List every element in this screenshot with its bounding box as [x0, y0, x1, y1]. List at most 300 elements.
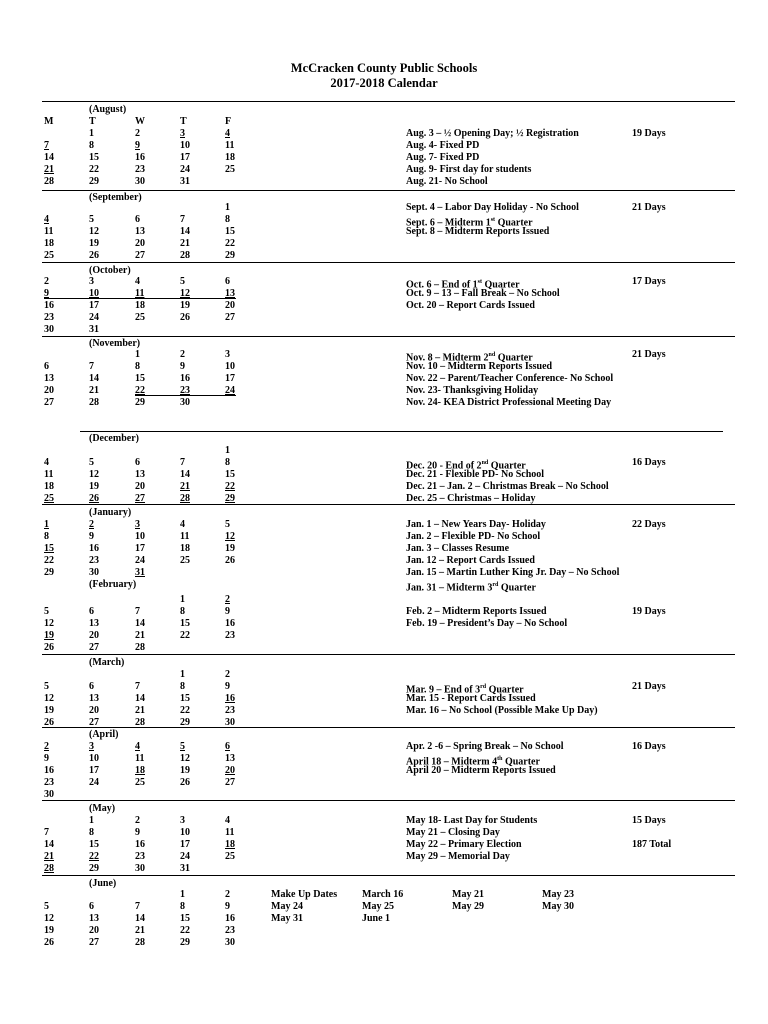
calendar-note: May 22 – Primary Election [406, 839, 522, 850]
month-day-count: 21 Days [632, 681, 666, 692]
calendar-day: 20 [89, 925, 99, 936]
calendar-note: Oct. 6 – End of 1st Quarter [406, 279, 520, 291]
calendar-day: 8 [180, 901, 185, 912]
calendar-day: 11 [180, 531, 190, 542]
calendar-note: Oct. 20 – Report Cards Issued [406, 300, 535, 311]
calendar-note: Sept. 4 – Labor Day Holiday - No School [406, 202, 579, 213]
makeup-date: March 16 [362, 889, 404, 900]
calendar-day: 30 [44, 789, 54, 800]
calendar-day: 6 [89, 681, 94, 692]
calendar-note: April 20 – Midterm Reports Issued [406, 765, 556, 776]
calendar-day: 21 [180, 481, 190, 492]
month-label: (April) [89, 729, 119, 740]
weekday-header: W [135, 116, 145, 127]
calendar-day: 23 [225, 630, 235, 641]
calendar-day: 11 [135, 753, 145, 764]
calendar-day: 9 [225, 606, 230, 617]
calendar-day: 8 [89, 827, 94, 838]
calendar-day: 5 [225, 519, 230, 530]
calendar-day: 19 [180, 300, 190, 311]
calendar-note: Nov. 23- Thanksgiving Holiday [406, 385, 539, 396]
calendar-title: McCracken County Public Schools [290, 61, 478, 75]
calendar-day: 11 [44, 226, 54, 237]
calendar-day: 18 [135, 765, 145, 776]
calendar-day: 22 [225, 238, 235, 249]
weekday-header: F [225, 116, 232, 127]
calendar-day: 21 [135, 705, 145, 716]
makeup-date: May 24 [271, 901, 303, 912]
month-day-count: 19 Days [632, 128, 666, 139]
calendar-day: 28 [135, 717, 145, 728]
calendar-day: 6 [225, 276, 230, 287]
calendar-day: 27 [44, 397, 54, 408]
month-label: (August) [89, 104, 127, 115]
month-day-count: 22 Days [632, 519, 666, 530]
month-label: (November) [89, 338, 141, 349]
calendar-day: 26 [180, 777, 190, 788]
section-divider [42, 101, 735, 102]
calendar-day: 20 [135, 238, 145, 249]
month-day-count: 21 Days [632, 202, 666, 213]
calendar-note: May 18- Last Day for Students [406, 815, 538, 826]
makeup-date: May 25 [362, 901, 394, 912]
calendar-note: Jan. 3 – Classes Resume [406, 543, 510, 554]
calendar-day: 19 [89, 238, 99, 249]
calendar-note: Feb. 2 – Midterm Reports Issued [406, 606, 547, 617]
calendar-day: 14 [180, 469, 190, 480]
calendar-day: 29 [135, 397, 145, 408]
calendar-day: 15 [44, 543, 54, 554]
calendar-note: Nov. 8 – Midterm 2nd Quarter [406, 352, 533, 364]
calendar-day: 17 [225, 373, 235, 384]
calendar-day: 30 [135, 176, 145, 187]
calendar-day: 27 [225, 312, 235, 323]
calendar-note: Apr. 2 -6 – Spring Break – No School [406, 741, 564, 752]
calendar-note: April 18 – Midterm 4th Quarter [406, 756, 540, 768]
calendar-day: 20 [135, 481, 145, 492]
calendar-day: 1 [225, 445, 230, 456]
calendar-day: 5 [180, 276, 185, 287]
calendar-day: 30 [225, 717, 235, 728]
calendar-day: 8 [89, 140, 94, 151]
calendar-day: 3 [180, 128, 185, 139]
calendar-day: 2 [89, 519, 94, 530]
calendar-day: 21 [135, 630, 145, 641]
calendar-note: Sept. 6 – Midterm 1st Quarter [406, 217, 533, 229]
calendar-day: 12 [180, 288, 190, 299]
calendar-note: Mar. 15 - Report Cards Issued [406, 693, 536, 704]
calendar-day: 24 [89, 777, 99, 788]
calendar-note: Oct. 9 – 13 – Fall Break – No School [406, 288, 560, 299]
calendar-day: 17 [89, 765, 99, 776]
calendar-day: 29 [89, 863, 99, 874]
month-day-count: 19 Days [632, 606, 666, 617]
calendar-day: 12 [89, 469, 99, 480]
calendar-day: 29 [180, 717, 190, 728]
calendar-note: Sept. 8 – Midterm Reports Issued [406, 226, 550, 237]
section-divider [42, 190, 735, 191]
calendar-day: 18 [44, 481, 54, 492]
calendar-day: 5 [89, 214, 94, 225]
makeup-date: May 31 [271, 913, 303, 924]
calendar-day: 12 [44, 618, 54, 629]
calendar-day: 2 [44, 741, 49, 752]
calendar-day: 11 [44, 469, 54, 480]
calendar-day: 22 [225, 481, 235, 492]
calendar-day: 18 [44, 238, 54, 249]
calendar-day: 18 [180, 543, 190, 554]
calendar-day: 7 [135, 901, 140, 912]
calendar-day: 13 [225, 753, 235, 764]
calendar-day: 7 [44, 827, 49, 838]
calendar-day: 22 [135, 385, 145, 396]
makeup-label: Make Up Dates [271, 889, 338, 900]
calendar-day: 22 [180, 630, 190, 641]
calendar-day: 17 [89, 300, 99, 311]
calendar-day: 2 [135, 128, 140, 139]
calendar-day: 15 [225, 226, 235, 237]
calendar-day: 27 [135, 250, 145, 261]
calendar-day: 18 [225, 839, 235, 850]
calendar-note: Mar. 16 – No School (Possible Make Up Day) [406, 705, 598, 716]
calendar-day: 1 [44, 519, 49, 530]
calendar-day: 31 [180, 176, 190, 187]
calendar-day: 25 [225, 851, 235, 862]
calendar-day: 18 [135, 300, 145, 311]
calendar-day: 14 [44, 152, 54, 163]
calendar-day: 16 [180, 373, 190, 384]
calendar-day: 7 [180, 457, 185, 468]
calendar-day: 5 [180, 741, 185, 752]
calendar-day: 15 [225, 469, 235, 480]
month-day-count: 15 Days [632, 815, 666, 826]
calendar-day: 30 [180, 397, 190, 408]
calendar-day: 13 [135, 226, 145, 237]
section-divider [80, 431, 723, 432]
calendar-day: 6 [89, 901, 94, 912]
calendar-day: 21 [135, 925, 145, 936]
calendar-day: 2 [225, 889, 230, 900]
calendar-note: Aug. 9- First day for students [406, 164, 532, 175]
calendar-day: 10 [89, 288, 99, 299]
calendar-day: 8 [180, 606, 185, 617]
calendar-note: Feb. 19 – President’s Day – No School [406, 618, 568, 629]
calendar-day: 23 [135, 164, 145, 175]
calendar-day: 27 [89, 717, 99, 728]
calendar-day: 30 [225, 937, 235, 948]
calendar-day: 26 [89, 250, 99, 261]
calendar-note: Nov. 24- KEA District Professional Meeting Day [406, 397, 612, 408]
calendar-day: 25 [225, 164, 235, 175]
calendar-day: 22 [89, 851, 99, 862]
calendar-day: 26 [89, 493, 99, 504]
calendar-note: Aug. 4- Fixed PD [406, 140, 480, 151]
calendar-day: 6 [89, 606, 94, 617]
calendar-note: Jan. 31 – Midterm 3rd Quarter [406, 582, 536, 594]
calendar-day: 20 [225, 300, 235, 311]
month-label: (March) [89, 657, 125, 668]
calendar-day: 19 [225, 543, 235, 554]
calendar-day: 19 [89, 481, 99, 492]
calendar-day: 9 [44, 753, 49, 764]
calendar-day: 7 [89, 361, 94, 372]
calendar-day: 24 [135, 555, 145, 566]
calendar-day: 5 [44, 901, 49, 912]
calendar-day: 29 [225, 493, 235, 504]
calendar-day: 3 [89, 741, 94, 752]
section-divider [42, 654, 735, 655]
calendar-day: 10 [180, 140, 190, 151]
calendar-note: Nov. 22 – Parent/Teacher Conference- No School [406, 373, 614, 384]
calendar-day: 25 [44, 493, 54, 504]
calendar-day: 19 [44, 705, 54, 716]
section-divider [42, 727, 735, 728]
calendar-note: Mar. 9 – End of 3rd Quarter [406, 684, 524, 696]
calendar-day: 16 [135, 152, 145, 163]
calendar-day: 29 [225, 250, 235, 261]
calendar-day: 1 [180, 889, 185, 900]
calendar-day: 2 [180, 349, 185, 360]
calendar-day: 12 [225, 531, 235, 542]
calendar-day: 24 [225, 385, 235, 396]
section-divider [42, 336, 735, 337]
calendar-day: 11 [135, 288, 145, 299]
section-divider [42, 504, 735, 505]
calendar-day: 6 [225, 741, 230, 752]
calendar-day: 21 [180, 238, 190, 249]
calendar-note: Aug. 7- Fixed PD [406, 152, 480, 163]
calendar-day: 14 [135, 913, 145, 924]
makeup-date: May 30 [542, 901, 574, 912]
calendar-day: 18 [225, 152, 235, 163]
calendar-day: 30 [44, 324, 54, 335]
calendar-day: 19 [44, 630, 54, 641]
calendar-day: 6 [135, 214, 140, 225]
calendar-day: 12 [44, 693, 54, 704]
makeup-date: June 1 [362, 913, 391, 924]
calendar-note: May 29 – Memorial Day [406, 851, 510, 862]
month-label: (February) [89, 579, 137, 590]
calendar-day: 16 [89, 543, 99, 554]
calendar-day: 28 [180, 250, 190, 261]
calendar-day: 4 [44, 214, 49, 225]
calendar-day: 10 [225, 361, 235, 372]
calendar-day: 19 [44, 925, 54, 936]
month-label: (October) [89, 265, 131, 276]
thanksgiving-break-line [135, 395, 236, 396]
calendar-day: 24 [180, 851, 190, 862]
calendar-day: 4 [180, 519, 185, 530]
calendar-day: 30 [89, 567, 99, 578]
weekday-header: T [180, 116, 187, 127]
calendar-day: 29 [44, 567, 54, 578]
calendar-day: 8 [225, 457, 230, 468]
calendar-day: 3 [89, 276, 94, 287]
calendar-day: 2 [225, 669, 230, 680]
weekday-header: M [44, 116, 54, 127]
calendar-day: 16 [135, 839, 145, 850]
month-label: (January) [89, 507, 132, 518]
calendar-day: 16 [225, 618, 235, 629]
calendar-day: 1 [180, 669, 185, 680]
calendar-day: 1 [180, 594, 185, 605]
calendar-day: 22 [180, 705, 190, 716]
section-divider [42, 262, 735, 263]
calendar-day: 13 [89, 618, 99, 629]
calendar-day: 20 [225, 765, 235, 776]
calendar-day: 7 [135, 606, 140, 617]
calendar-day: 9 [225, 901, 230, 912]
calendar-day: 9 [135, 827, 140, 838]
calendar-day: 28 [135, 642, 145, 653]
calendar-note: Dec. 20 - End of 2nd Quarter [406, 460, 526, 472]
calendar-day: 5 [44, 681, 49, 692]
calendar-day: 1 [89, 815, 94, 826]
calendar-day: 31 [135, 567, 145, 578]
calendar-day: 26 [180, 312, 190, 323]
calendar-day: 27 [89, 937, 99, 948]
calendar-day: 25 [135, 777, 145, 788]
calendar-day: 1 [89, 128, 94, 139]
calendar-day: 23 [180, 385, 190, 396]
calendar-day: 16 [225, 693, 235, 704]
calendar-day: 11 [225, 827, 235, 838]
calendar-day: 25 [135, 312, 145, 323]
calendar-day: 14 [135, 618, 145, 629]
makeup-date: May 21 [452, 889, 484, 900]
calendar-day: 20 [89, 705, 99, 716]
calendar-day: 22 [44, 555, 54, 566]
calendar-day: 23 [225, 705, 235, 716]
calendar-note: Dec. 25 – Christmas – Holiday [406, 493, 536, 504]
calendar-day: 26 [44, 717, 54, 728]
weekday-header: T [89, 116, 96, 127]
calendar-day: 4 [135, 741, 140, 752]
calendar-day: 22 [89, 164, 99, 175]
calendar-day: 28 [44, 176, 54, 187]
calendar-day: 2 [44, 276, 49, 287]
section-divider [42, 800, 735, 801]
calendar-day: 15 [180, 693, 190, 704]
calendar-day: 10 [180, 827, 190, 838]
calendar-day: 16 [44, 765, 54, 776]
calendar-day: 21 [44, 851, 54, 862]
calendar-day: 8 [135, 361, 140, 372]
calendar-day: 30 [135, 863, 145, 874]
calendar-day: 19 [180, 765, 190, 776]
calendar-day: 16 [44, 300, 54, 311]
calendar-day: 10 [89, 753, 99, 764]
calendar-day: 26 [225, 555, 235, 566]
calendar-day: 17 [180, 152, 190, 163]
calendar-note: Dec. 21 - Flexible PD- No School [406, 469, 545, 480]
calendar-day: 9 [180, 361, 185, 372]
calendar-note: Nov. 10 – Midterm Reports Issued [406, 361, 553, 372]
calendar-day: 13 [44, 373, 54, 384]
calendar-day: 17 [135, 543, 145, 554]
calendar-day: 15 [135, 373, 145, 384]
calendar-day: 13 [135, 469, 145, 480]
calendar-day: 31 [180, 863, 190, 874]
calendar-note: Jan. 12 – Report Cards Issued [406, 555, 535, 566]
calendar-day: 16 [225, 913, 235, 924]
calendar-day: 4 [225, 815, 230, 826]
calendar-day: 9 [135, 140, 140, 151]
calendar-day: 9 [89, 531, 94, 542]
calendar-day: 15 [180, 913, 190, 924]
month-day-count: 17 Days [632, 276, 666, 287]
calendar-day: 5 [44, 606, 49, 617]
calendar-note: Aug. 3 – ½ Opening Day; ½ Registration [406, 128, 579, 139]
calendar-day: 31 [89, 324, 99, 335]
calendar-day: 2 [135, 815, 140, 826]
month-day-count: 21 Days [632, 349, 666, 360]
month-label: (June) [89, 878, 117, 889]
month-day-count: 16 Days [632, 457, 666, 468]
calendar-note: Aug. 21- No School [406, 176, 488, 187]
calendar-day: 13 [89, 693, 99, 704]
calendar-day: 12 [89, 226, 99, 237]
calendar-day: 26 [44, 937, 54, 948]
calendar-day: 21 [89, 385, 99, 396]
calendar-note: Dec. 21 – Jan. 2 – Christmas Break – No School [406, 481, 609, 492]
month-label: (May) [89, 803, 116, 814]
calendar-day: 7 [180, 214, 185, 225]
calendar-day: 13 [89, 913, 99, 924]
calendar-day: 3 [225, 349, 230, 360]
calendar-day: 25 [180, 555, 190, 566]
calendar-day: 13 [225, 288, 235, 299]
calendar-day: 22 [180, 925, 190, 936]
calendar-day: 24 [89, 312, 99, 323]
calendar-day: 9 [44, 288, 49, 299]
calendar-day: 8 [225, 214, 230, 225]
calendar-day: 3 [180, 815, 185, 826]
calendar-note: Jan. 2 – Flexible PD- No School [406, 531, 541, 542]
calendar-day: 8 [180, 681, 185, 692]
calendar-day: 14 [44, 839, 54, 850]
calendar-day: 14 [180, 226, 190, 237]
calendar-day: 4 [44, 457, 49, 468]
calendar-subtitle: 2017-2018 Calendar [330, 76, 438, 90]
month-label: (September) [89, 192, 142, 203]
calendar-day: 11 [225, 140, 235, 151]
calendar-day: 12 [44, 913, 54, 924]
calendar-day: 14 [135, 693, 145, 704]
calendar-day: 6 [135, 457, 140, 468]
fall-break-line [44, 298, 236, 299]
calendar-note: Jan. 15 – Martin Luther King Jr. Day – No School [406, 567, 620, 578]
calendar-day: 1 [225, 202, 230, 213]
calendar-day: 28 [180, 493, 190, 504]
calendar-day: 27 [89, 642, 99, 653]
calendar-day: 23 [44, 777, 54, 788]
section-divider [42, 875, 735, 876]
calendar-day: 23 [44, 312, 54, 323]
calendar-day: 23 [89, 555, 99, 566]
calendar-day: 23 [225, 925, 235, 936]
calendar-day: 27 [135, 493, 145, 504]
calendar-day: 28 [44, 863, 54, 874]
calendar-day: 10 [135, 531, 145, 542]
calendar-day: 7 [44, 140, 49, 151]
calendar-day: 12 [180, 753, 190, 764]
calendar-day: 5 [89, 457, 94, 468]
calendar-day: 20 [89, 630, 99, 641]
calendar-day: 15 [180, 618, 190, 629]
calendar-day: 20 [44, 385, 54, 396]
calendar-day: 25 [44, 250, 54, 261]
